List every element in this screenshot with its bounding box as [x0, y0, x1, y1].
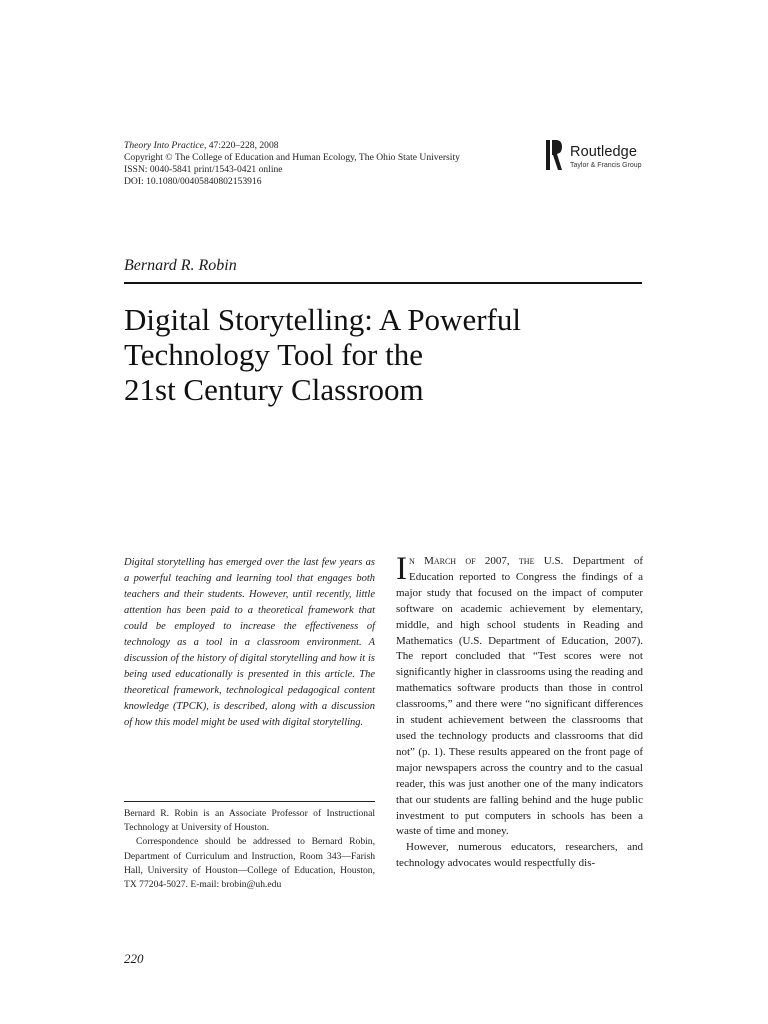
publisher-logo: [546, 138, 656, 174]
doi-line: DOI: 10.1080/00405840802153916: [124, 176, 262, 187]
body-paragraph: [396, 551, 644, 840]
title-line: Technology Tool for the: [124, 337, 423, 372]
lead-in-smallcaps: n March of 2007, the: [409, 555, 535, 567]
journal-header: [124, 140, 460, 188]
body-paragraph: However, numerous educators, researchers, and technology advocates would respectfully dis-: [396, 841, 643, 870]
copyright-line: Copyright © The College of Education and Human Ecology, The Ohio State University: [124, 152, 460, 163]
author-name: Bernard R. Robin: [124, 257, 237, 274]
citation-line: [124, 140, 460, 152]
abstract: Digital storytelling has emerged over the last few years as a powerful teaching and learning tool that engages both teachers and their students. However, until recently, little attention has been paid to a theoretical framework that could be employed to increase the effectiveness of technology as a tool in a classroom environment. A discussion of the history of digital storytelling and how it is being used educationally is presented in this article. The theoretical framework, technological pedagogical content knowledge (TPCK), is described, along with a discussion of how this model might be used with digital storytelling.: [124, 557, 375, 728]
publisher-group: Taylor & Francis Group: [570, 162, 642, 169]
title-rule: [124, 282, 642, 284]
author-bio: Bernard R. Robin is an Associate Professor of Instructional Technology at University of Houston.: [124, 808, 375, 834]
journal-name: Theory Into Practice: [124, 140, 204, 151]
publisher-name: Routledge: [570, 144, 638, 160]
footnote-divider: [124, 801, 375, 802]
paragraph-text: U.S. Department of Education reported to Congress the findings of a major study that focused on the impact of computer software on academic achievement by elementary, middle, and high school students in Reading and Mathematics (U.S. Department of Education, 2007). The report concluded that “Test scores were not significantly higher in classrooms using the reading and mathematics software products than those in control classrooms,” and there were “no significant differences in student achievement between the classrooms that used the technology products and classrooms that did not” (p. 1). These results appeared on the front page of major newspapers across the country and to the casual reader, this was just another one of the many indicators that our students are falling behind and the huge public investment to put computers in schools has been a waste of time and money.: [396, 555, 644, 838]
title-line: 21st Century Classroom: [124, 372, 424, 407]
volume-pages: , 47:220–228, 2008: [203, 140, 279, 151]
article-body: [396, 551, 644, 872]
article-title: [124, 302, 521, 407]
drop-cap: I: [396, 551, 407, 587]
routledge-r-icon: [546, 138, 562, 172]
correspondence-note: Correspondence should be addressed to Bernard Robin, Department of Curriculum and Instruction, Room 343—Farish Hall, University of Houston—College of Education, Houston, TX 77204-5027. E-mail: brobin@uh.edu: [124, 836, 375, 891]
issn-line: ISSN: 0040-5841 print/1543-0421 online: [124, 164, 283, 175]
title-line: Digital Storytelling: A Powerful: [124, 302, 521, 337]
page-number: 220: [124, 951, 144, 966]
author-footnote: [124, 807, 375, 892]
